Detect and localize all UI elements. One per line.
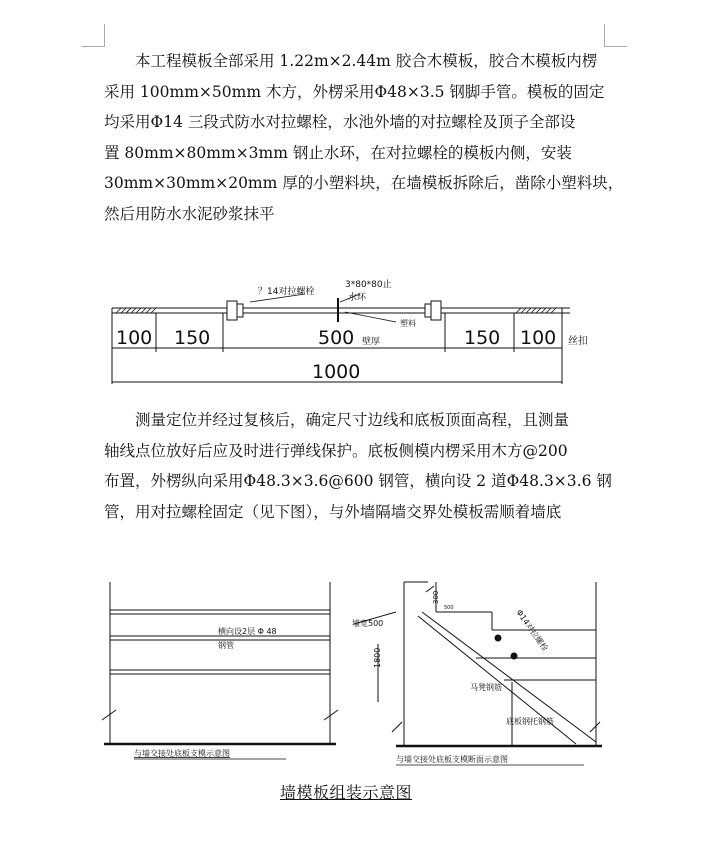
- support-rebar-label: 底板钢托钢筋: [506, 717, 554, 726]
- paragraph-line: 布置，外楞纵向采用Φ48.3×3.6@600 钢管，横向设 2 道Φ48.3×3.6 钢: [104, 472, 612, 490]
- plug-label: 塑料: [400, 319, 416, 328]
- dim-100-left: 100: [116, 327, 153, 349]
- paragraph-line: 30mm×30mm×20mm 厚的小塑料块，在墙模板拆除后，凿除小塑料块，: [104, 174, 624, 192]
- paragraph-line: 均采用Φ14 三段式防水对拉螺栓，水池外墙的对拉螺栓及顶子全部设: [104, 113, 576, 131]
- right-sketch-caption: 与墙交接处底板支模断面示意图: [396, 755, 508, 764]
- bolt-label: ？14对拉螺栓: [258, 287, 315, 297]
- paragraph-line: 然后用防水水泥砂浆抹平: [104, 204, 275, 223]
- wall-thickness-label: 壁厚: [362, 337, 381, 347]
- page-corner-mark-top-right: [604, 24, 627, 47]
- dim-total-1000: 1000: [312, 361, 361, 383]
- slab-formwork-figure: [96, 572, 616, 772]
- bolt-point-upper: [495, 635, 502, 642]
- paragraph-line: 采用 100mm×50mm 木方，外楞采用Φ48×3.5 钢脚手管。模板的固定: [104, 82, 605, 101]
- paragraph-line: 管，用对拉螺栓固定（见下图），与外墙隔墙交界处模板需顺着墙底: [104, 502, 562, 521]
- dim-500: 500: [318, 327, 355, 349]
- paragraph-line: 本工程模板全部采用 1.22m×2.44m 胶合木模板，胶合木模板内楞: [135, 52, 598, 70]
- right-nut-shape: [431, 301, 441, 320]
- stool-rebar-label: 马凳钢筋: [470, 683, 502, 692]
- height-label: 1800: [373, 647, 382, 668]
- dim-100-right: 100: [520, 327, 557, 349]
- paragraph-line: 轴线点位放好后应及时进行弹线保护。底板侧模内楞采用木方@200: [104, 441, 568, 460]
- clip-label: 丝扣: [568, 336, 588, 347]
- ring-label: 水环: [348, 293, 367, 303]
- bolt-point-lower: [511, 653, 518, 660]
- left-sketch-caption: 与墙交接处底板支模示意图: [134, 749, 230, 758]
- right-bolt-label: Φ14对拉螺栓: [514, 607, 550, 653]
- top-dim-label: 300: [432, 590, 440, 604]
- page-corner-mark-top-left: [82, 24, 105, 47]
- figure-main-caption: 墙模板组装示意图: [280, 783, 413, 802]
- ring-size-label: 3*80*80止: [345, 280, 392, 290]
- dim-150-right: 150: [464, 327, 501, 349]
- pipe-label-line2: 钢管: [218, 641, 234, 650]
- right-sketch: [354, 582, 602, 746]
- dim-150-left: 150: [174, 327, 211, 349]
- paragraph-formwork-materials: [104, 46, 624, 229]
- pipe-label-line1: 横向设2层 Φ 48: [218, 627, 277, 636]
- paragraph-line: 置 80mm×80mm×3mm 钢止水环，在对拉螺栓的模板内侧，安装: [104, 143, 572, 162]
- left-nut-shape: [227, 301, 237, 320]
- wall-width-label: 墙宽500: [352, 619, 384, 628]
- left-sketch: [102, 582, 338, 744]
- tie-bolt-figure: [100, 272, 610, 392]
- top-small-dim-label: 500: [444, 605, 454, 611]
- paragraph-line: 测量定位并经过复核后，确定尺寸边线和底板顶面高程，且测量: [135, 411, 570, 429]
- paragraph-survey-and-formwork: [104, 405, 612, 527]
